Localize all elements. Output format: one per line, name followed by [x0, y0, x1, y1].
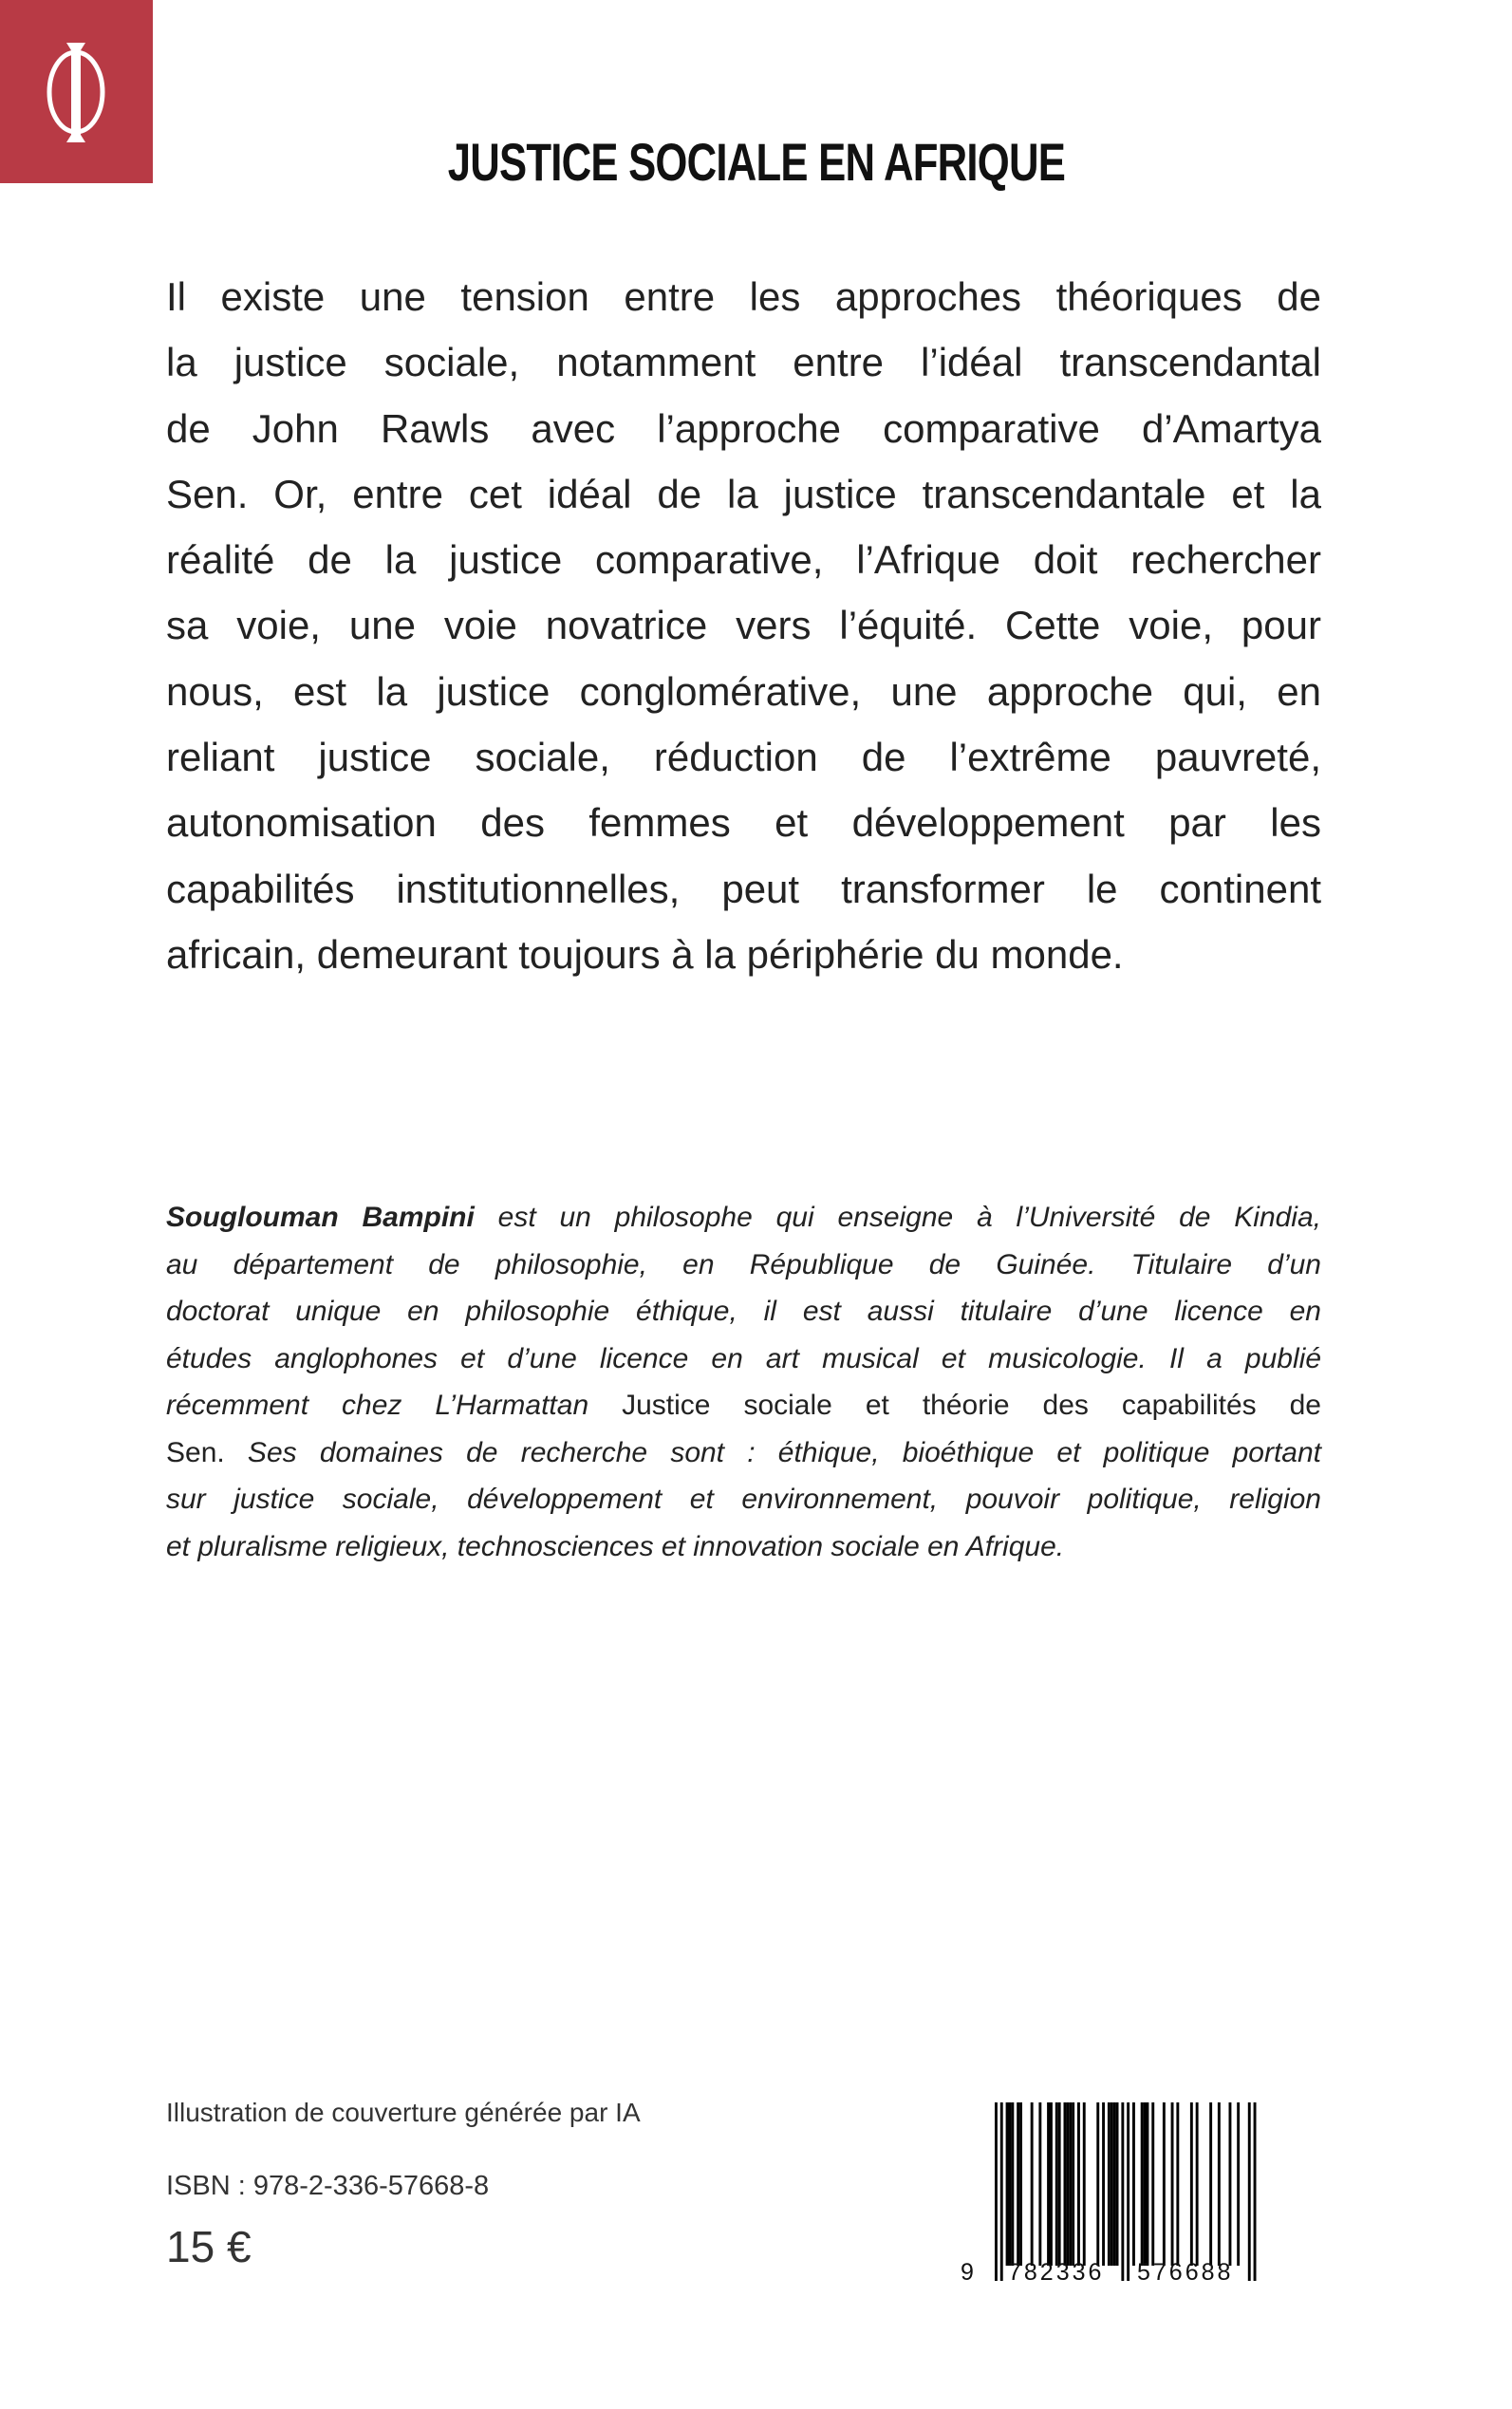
barcode-bar [1102, 2102, 1105, 2266]
summary-line: nous, est la justice conglomérative, une approche qui, en [166, 668, 1321, 714]
barcode-bar [1011, 2102, 1014, 2266]
barcode-bar [1000, 2102, 1003, 2281]
barcode-first-digit: 9 [961, 2259, 974, 2286]
barcode-bar [1009, 2102, 1012, 2266]
barcode-bar [1077, 2102, 1080, 2266]
barcode-bar [1017, 2102, 1019, 2266]
barcode-bar [1248, 2102, 1251, 2281]
summary-line: la justice sociale, notamment entre l’idéal transcendantal [166, 340, 1321, 385]
summary-paragraph [166, 264, 1321, 987]
barcode-bar [1096, 2102, 1099, 2266]
barcode-bar [1254, 2102, 1257, 2281]
summary-line: reliant justice sociale, réduction de l’extrême pauvreté, [166, 735, 1321, 780]
summary-line: africain, demeurant toujours à la périphérie du monde. [166, 931, 1124, 977]
barcode-bar [1050, 2102, 1053, 2266]
bio-line: études anglophones et d’une licence en art musical et musicologie. Il a publié [166, 1342, 1321, 1374]
barcode-bar [1132, 2102, 1135, 2266]
barcode-left-digits: 782336 [1008, 2259, 1105, 2286]
barcode-bar [1121, 2102, 1124, 2281]
barcode-bar [1069, 2102, 1072, 2266]
bio-line: sur justice sociale, développement et environnement, pouvoir politique, religion [166, 1484, 1321, 1515]
barcode-bar [1229, 2102, 1232, 2266]
author-bio [166, 1194, 1321, 1570]
barcode-bar [1127, 2102, 1129, 2281]
summary-line: capabilités institutionnelles, peut transformer le continent [166, 866, 1321, 911]
previous-book-title: Justice sociale et théorie des capabilités de [588, 1390, 1321, 1421]
bio-line: doctorat unique en philosophie éthique, il est aussi titulaire d’une licence en [166, 1296, 1321, 1327]
barcode-bar [1047, 2102, 1050, 2266]
barcode-bar [1163, 2102, 1166, 2266]
barcode-bar [1151, 2102, 1154, 2266]
barcode-bar [1147, 2102, 1149, 2266]
summary-line: réalité de la justice comparative, l’Afrique doit rechercher [166, 537, 1321, 583]
bio-line: Sen. Ses domaines de recherche sont : éthique, bioéthique et politique portant [166, 1436, 1321, 1468]
author-name: Souglouman Bampini [166, 1202, 475, 1233]
summary-line: autonomisation des femmes et développement par les [166, 800, 1321, 846]
bio-line: au département de philosophie, en République de Guinée. Titulaire d’un [166, 1248, 1321, 1280]
barcode-bar [1031, 2102, 1034, 2266]
summary-line: de John Rawls avec l’approche comparative d’Amartya [166, 405, 1321, 451]
barcode-bar [1209, 2102, 1212, 2266]
book-title: JUSTICE SOCIALE EN AFRIQUE [447, 132, 1065, 192]
barcode-bar [1116, 2102, 1119, 2266]
barcode-bar [1144, 2102, 1147, 2266]
barcode-bar [1064, 2102, 1067, 2266]
barcode-right-digits: 576688 [1137, 2259, 1234, 2286]
isbn: ISBN : 978-2-336-57668-8 [166, 2171, 490, 2201]
price: 15 € [166, 2222, 252, 2271]
barcode-bar [1006, 2102, 1009, 2266]
barcode-bar [1072, 2102, 1074, 2266]
barcode-bar [1108, 2102, 1111, 2266]
summary-line: Il existe une tension entre les approches théoriques de [166, 274, 1321, 319]
barcode-bar [1196, 2102, 1199, 2266]
barcode-bar [1058, 2102, 1061, 2266]
bio-line: récemment chez L’Harmattan Justice sociale et théorie des capabilités de [166, 1390, 1321, 1421]
bio-line: et pluralisme religieux, technosciences et innovation sociale en Afrique. [166, 1530, 1065, 1562]
barcode-bar [1066, 2102, 1069, 2266]
bio-line: Souglouman Bampini est un philosophe qui enseigne à l’Université de Kindia, [166, 1202, 1321, 1233]
barcode-bar [1237, 2102, 1240, 2266]
barcode-bar [1055, 2102, 1058, 2266]
barcode-bar [1113, 2102, 1116, 2266]
barcode-bar [1171, 2102, 1174, 2266]
barcode-bar [1019, 2102, 1022, 2266]
cover-credit: Illustration de couverture générée par IA [166, 2098, 641, 2127]
barcode-bar [1141, 2102, 1144, 2266]
summary-line: Sen. Or, entre cet idéal de la justice transcendantale et la [166, 471, 1321, 516]
barcode-bar [1038, 2102, 1041, 2266]
barcode-bar [1176, 2102, 1179, 2266]
barcode-bar [1111, 2102, 1113, 2266]
barcode-bar [1083, 2102, 1086, 2266]
summary-line: sa voie, une voie novatrice vers l’équité. Cette voie, pour [166, 603, 1321, 648]
barcode-bar [995, 2102, 998, 2281]
barcode-bar [1218, 2102, 1221, 2266]
barcode-bar [1190, 2102, 1193, 2266]
